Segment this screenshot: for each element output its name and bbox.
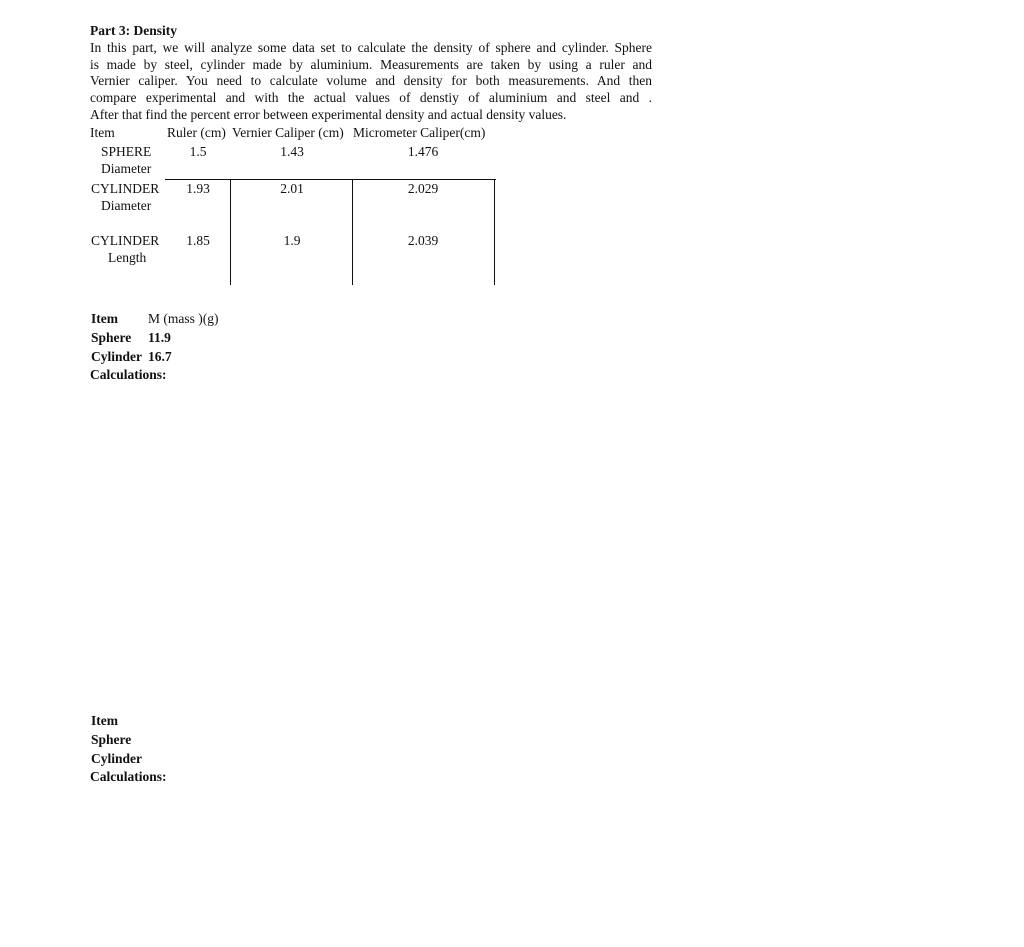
row-sphere-item-sub: Diameter bbox=[101, 161, 152, 176]
paragraph-line: Vernier caliper. You need to calculate volume and density for both measurements. And then bbox=[90, 73, 652, 89]
cell-value: 1.93 bbox=[186, 181, 210, 196]
table-divider bbox=[165, 179, 496, 180]
paragraph-line: compare experimental and with the actual values of denstiy of aluminium and steel and . bbox=[90, 90, 652, 106]
row-cyl-diameter-item-sub: Diameter bbox=[101, 198, 152, 213]
instructions-paragraph bbox=[90, 40, 652, 124]
calculations-label: Calculations: bbox=[90, 769, 167, 784]
header-micrometer: Micrometer Caliper(cm) bbox=[353, 125, 486, 140]
cell-value: 2.01 bbox=[280, 181, 304, 196]
mass-header-item: Item bbox=[91, 311, 118, 326]
paragraph-line: After that find the percent error between experimental density and actual density values. bbox=[90, 106, 567, 122]
mass-row-item: Cylinder bbox=[91, 349, 143, 364]
table-divider bbox=[494, 179, 495, 285]
table-divider bbox=[352, 179, 353, 285]
row-cyl-length-item: CYLINDER bbox=[91, 233, 160, 248]
row-cyl-length-item-sub: Length bbox=[108, 250, 147, 265]
cell-value: 1.476 bbox=[407, 144, 439, 159]
paragraph-line: is made by steel, cylinder made by aluminium. Measurements are taken by using a ruler and bbox=[90, 56, 652, 72]
section-title: Part 3: Density bbox=[90, 23, 177, 38]
cell-value: 1.43 bbox=[280, 144, 304, 159]
density-row-item: Cylinder bbox=[91, 751, 143, 766]
mass-header-mass: M (mass )(g) bbox=[148, 311, 219, 326]
mass-row-value: 11.9 bbox=[148, 330, 171, 345]
calculations-label: Calculations: bbox=[90, 367, 167, 382]
row-sphere-item: SPHERE bbox=[101, 144, 152, 159]
header-item: Item bbox=[90, 125, 115, 140]
mass-row-item: Sphere bbox=[91, 330, 132, 345]
mass-row-value: 16.7 bbox=[148, 349, 172, 364]
header-ruler: Ruler (cm) bbox=[167, 125, 226, 140]
header-vernier: Vernier Caliper (cm) bbox=[232, 125, 344, 140]
density-row-item: Sphere bbox=[91, 732, 132, 747]
cell-value: 2.039 bbox=[407, 233, 439, 248]
cell-value: 1.85 bbox=[186, 233, 210, 248]
density-header-item: Item bbox=[91, 713, 118, 728]
table-divider bbox=[230, 179, 231, 285]
row-cyl-diameter-item: CYLINDER bbox=[91, 181, 160, 196]
cell-value: 1.5 bbox=[189, 144, 207, 159]
cell-value: 1.9 bbox=[283, 233, 301, 248]
paragraph-line: In this part, we will analyze some data set to calculate the density of sphere and cylinder. Sphere bbox=[90, 40, 652, 55]
cell-value: 2.029 bbox=[407, 181, 439, 196]
